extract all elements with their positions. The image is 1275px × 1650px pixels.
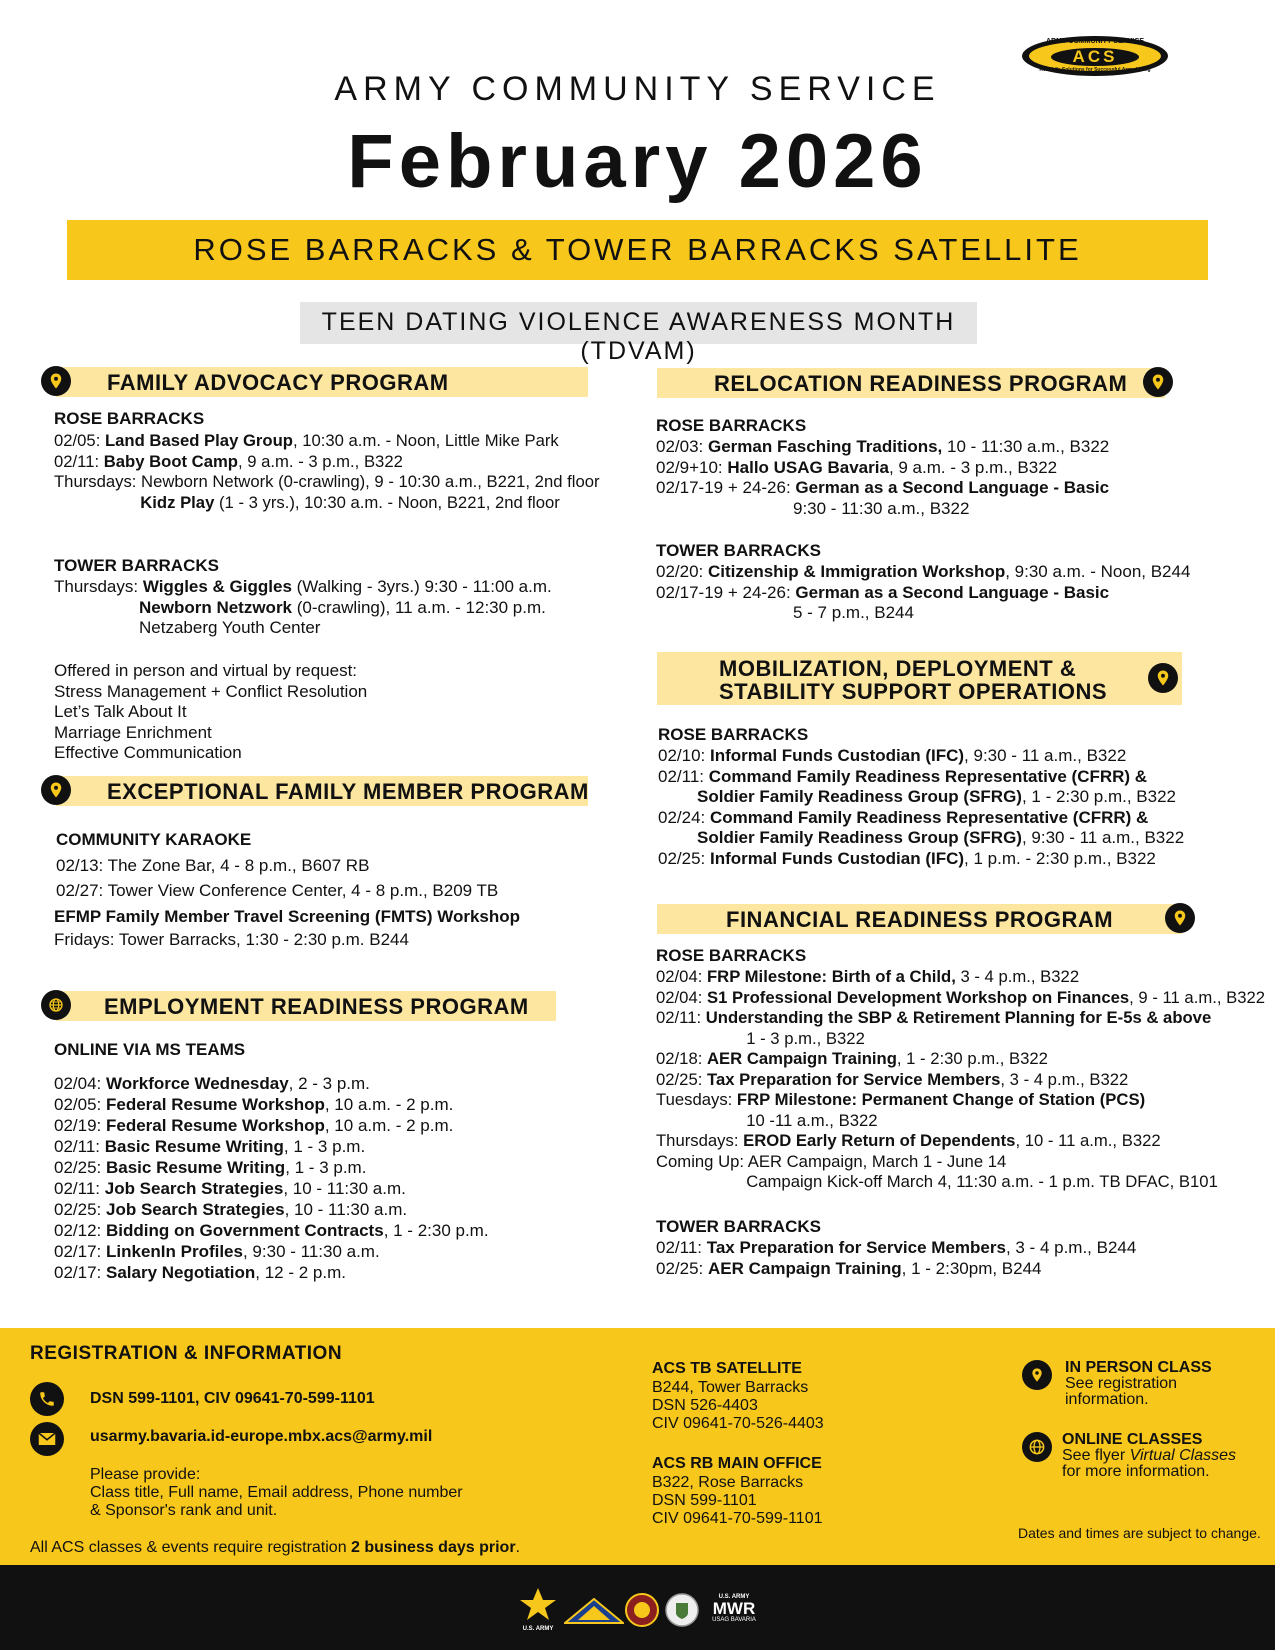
mdsso-list [658,746,1184,869]
legend-online-title: ONLINE CLASSES [1062,1431,1203,1448]
list-item: Thursdays: Wiggles & Giggles (Walking - 3yrs.) 9:30 - 11:00 a.m. [54,577,552,596]
list-item: Stress Management + Conflict Resolution [54,681,368,701]
list-item: 02/11: Tax Preparation for Service Members, 3 - 4 p.m., B244 [656,1238,1137,1257]
list-item: 02/10: Informal Funds Custodian (IFC), 9:30 - 11 a.m., B322 [658,746,1127,765]
list-item: 02/11: Understanding the SBP & Retirement Planning for E-5s & above [656,1008,1212,1027]
list-item: 02/03: German Fasching Traditions, 10 - 11:30 a.m., B322 [656,437,1110,456]
list-item: Class title, Full name, Email address, Phone number [90,1484,463,1501]
subtitle-text: ROSE BARRACKS & TOWER BARRACKS SATELLITE [193,232,1082,267]
list-item: CIV 09641-70-599-1101 [652,1510,823,1527]
list-item: 02/13: The Zone Bar, 4 - 8 p.m., B607 RB [56,856,370,875]
erp-title: EMPLOYMENT READINESS PROGRAM [104,994,529,1019]
phone-numbers: DSN 599-1101, CIV 09641-70-599-1101 [90,1390,375,1407]
efmp-fmts-heading: EFMP Family Member Travel Screening (FMTS) Workshop [54,907,521,926]
list-item: 02/04: FRP Milestone: Birth of a Child, 3 - 4 p.m., B322 [656,967,1080,986]
list-item: 10 -11 a.m., B322 [746,1110,878,1130]
garrison-crest-logo [625,1593,659,1632]
list-item: Please provide: [90,1466,201,1483]
tb-satellite-title: ACS TB SATELLITE [652,1360,802,1377]
fap-offered-list [54,661,367,764]
rrp-title: RELOCATION READINESS PROGRAM [714,371,1128,396]
rb-office-title: ACS RB MAIN OFFICE [652,1455,822,1472]
list-item: 9:30 - 11:30 a.m., B322 [793,498,970,518]
list-item: DSN 526-4403 [652,1397,758,1414]
fap-tower-list [54,577,552,639]
list-item: 02/9+10: Hallo USAG Bavaria, 9 a.m. - 3 p.m., B322 [656,457,1058,477]
list-item: Thursdays: Newborn Network (0-crawling), 9 - 10:30 a.m., B221, 2nd floor [54,472,600,491]
list-item: Tuesdays: FRP Milestone: Permanent Change of Station (PCS) [656,1090,1146,1109]
location-pin-icon [41,775,71,805]
list-item: Offered in person and virtual by request: [54,661,358,680]
location-pin-icon [1148,663,1178,693]
disclaimer: Dates and times are subject to change. [1018,1525,1261,1541]
mwr-bottom-text: USAG BAVARIA [712,1617,756,1623]
acs-logo-main-text: ACS [1072,47,1118,66]
location-pin-icon [41,366,71,396]
email-icon [30,1422,64,1456]
list-item: 02/25: Basic Resume Writing, 1 - 3 p.m. [54,1158,367,1177]
list-item: 5 - 7 p.m., B244 [793,603,914,622]
list-item: 02/05: Federal Resume Workshop, 10 a.m. - 2 p.m. [54,1095,454,1114]
list-item: Campaign Kick-off March 4, 11:30 a.m. - 1 p.m. TB DFAC, B101 [746,1172,1218,1191]
list-item: B322, Rose Barracks [652,1474,804,1491]
rrp-tower-heading: TOWER BARRACKS [656,541,821,560]
list-item: 02/24: Command Family Readiness Representative (CFRR) & [658,807,1149,827]
list-item: 02/11: Baby Boot Camp, 9 a.m. - 3 p.m., B322 [54,451,403,471]
rb-office-info [652,1474,823,1528]
frp-title: FINANCIAL READINESS PROGRAM [726,907,1114,932]
efmp-karaoke-heading: COMMUNITY KARAOKE [56,830,252,849]
list-item: 02/17-19 + 24-26: German as a Second Language - Basic [656,582,1110,602]
list-item: & Sponsor's rank and unit. [90,1502,278,1519]
list-item: Let’s Talk About It [54,702,187,721]
list-item: Kidz Play (1 - 3 yrs.), 10:30 a.m. - Noon, B221, 2nd floor [140,492,560,512]
bavaria-crest-logo [665,1593,699,1632]
erp-list [54,1073,489,1283]
globe-icon [41,990,71,1020]
location-pin-icon [1165,903,1195,933]
list-item: 02/25: Informal Funds Custodian (IFC), 1 p.m. - 2:30 p.m., B322 [658,848,1156,868]
list-item: Soldier Family Readiness Group (SFRG), 9:30 - 11 a.m., B322 [697,828,1185,847]
list-item: Effective Communication [54,743,242,762]
fap-tower-heading: TOWER BARRACKS [54,556,219,575]
email-address[interactable]: usarmy.bavaria.id-europe.mbx.acs@army.mil [90,1428,433,1445]
efmp-karaoke-list [56,853,498,903]
list-item: 02/11: Command Family Readiness Representative (CFRR) & [658,766,1148,786]
list-item: 02/04: S1 Professional Development Workshop on Finances, 9 - 11 a.m., B322 [656,987,1266,1007]
list-item: 02/18: AER Campaign Training, 1 - 2:30 p.m., B322 [656,1049,1048,1068]
list-item: 02/25: AER Campaign Training, 1 - 2:30pm, B244 [656,1258,1042,1278]
legend-inperson-title: IN PERSON CLASS [1065,1359,1212,1376]
seventh-army-logo [564,1598,624,1629]
fap-title: FAMILY ADVOCACY PROGRAM [107,370,449,395]
list-item: DSN 599-1101 [652,1492,757,1509]
list-item: 02/17: Salary Negotiation, 12 - 2 p.m. [54,1263,346,1282]
frp-rose-heading: ROSE BARRACKS [656,946,807,965]
list-item: 02/11: Basic Resume Writing, 1 - 3 p.m. [54,1137,366,1156]
list-item: 02/25: Job Search Strategies, 10 - 11:30 a.m. [54,1200,408,1219]
list-item: 02/11: Job Search Strategies, 10 - 11:30 a.m. [54,1179,406,1198]
page-title: February 2026 [347,119,928,204]
efmp-title: EXCEPTIONAL FAMILY MEMBER PROGRAM [107,779,589,804]
list-item: CIV 09641-70-526-4403 [652,1415,824,1432]
list-item: B244, Tower Barracks [652,1379,809,1396]
list-item: 02/27: Tower View Conference Center, 4 - 8 p.m., B209 TB [56,881,499,900]
location-pin-icon [1022,1360,1052,1390]
erp-heading: ONLINE VIA MS TEAMS [54,1040,246,1059]
acs-logo-bottom-text: Real-Life Solutions for Successful Army Living [1039,67,1151,73]
fap-rose-heading: ROSE BARRACKS [54,409,205,428]
list-item: 02/05: Land Based Play Group, 10:30 a.m. - Noon, Little Mike Park [54,431,559,450]
list-item: 02/17: LinkenIn Profiles, 9:30 - 11:30 a.m. [54,1242,380,1261]
tb-satellite-info [652,1379,824,1433]
list-item: 02/12: Bidding on Government Contracts, 1 - 2:30 p.m. [54,1221,489,1240]
list-item: See registration [1065,1375,1178,1392]
mdsso-title-line1: MOBILIZATION, DEPLOYMENT & [719,656,1077,681]
mdsso-title-line2: STABILITY SUPPORT OPERATIONS [719,679,1108,704]
efmp-fmts-line: Fridays: Tower Barracks, 1:30 - 2:30 p.m. B244 [54,930,409,949]
acs-logo-top-text: ARMY COMMUNITY SERVICE [1045,38,1144,45]
location-pin-icon [1143,367,1173,397]
list-item: Thursdays: EROD Early Return of Dependents, 10 - 11 a.m., B322 [656,1131,1161,1150]
frp-tower-heading: TOWER BARRACKS [656,1217,821,1236]
list-item: Newborn Netzwork (0-crawling), 11 a.m. - 12:30 p.m. [139,597,546,617]
list-item: 02/25: Tax Preparation for Service Members, 3 - 4 p.m., B322 [656,1069,1129,1089]
mwr-top-text: U.S. ARMY [718,1594,750,1600]
mdsso-rose-heading: ROSE BARRACKS [658,725,809,744]
list-item: Coming Up: AER Campaign, March 1 - June 14 [656,1151,1007,1171]
registration-title: REGISTRATION & INFORMATION [30,1343,343,1364]
org-title: ARMY COMMUNITY SERVICE [334,70,941,108]
list-item: 02/17-19 + 24-26: German as a Second Language - Basic [656,478,1110,497]
registration-note: All ACS classes & events require registration 2 business days prior. [30,1539,520,1556]
list-item: See flyer Virtual Classes [1062,1447,1237,1464]
legend-inperson [1065,1360,1212,1408]
fap-rose-list [54,431,600,513]
list-item: for more information. [1062,1463,1210,1480]
list-item: Soldier Family Readiness Group (SFRG), 1 - 2:30 p.m., B322 [697,787,1176,806]
list-item: 02/19: Federal Resume Workshop, 10 a.m. - 2 p.m. [54,1116,454,1135]
list-item: 1 - 3 p.m., B322 [746,1028,865,1048]
rrp-rose-heading: ROSE BARRACKS [656,416,807,435]
list-item: Netzaberg Youth Center [139,618,321,637]
frp-tower-list [656,1238,1136,1279]
rrp-tower-list [656,562,1190,624]
legend-online [1062,1432,1236,1480]
phone-icon [30,1382,64,1416]
globe-icon [1022,1432,1052,1462]
observance-text: TEEN DATING VIOLENCE AWARENESS MONTH (TDVAM) [321,308,956,365]
list-item: Marriage Enrichment [54,722,212,742]
list-item: 02/04: Workforce Wednesday, 2 - 3 p.m. [54,1074,370,1093]
rrp-rose-list [656,437,1109,519]
list-item: information. [1065,1391,1149,1408]
mwr-main-text: MWR [712,1599,756,1618]
us-army-label: U.S. ARMY [522,1626,554,1632]
frp-rose-list [656,967,1265,1193]
us-army-star-logo [518,1587,558,1635]
registration-provide [90,1466,463,1520]
list-item: 02/20: Citizenship & Immigration Workshop, 9:30 a.m. - Noon, B244 [656,562,1191,581]
mwr-logo [705,1594,763,1623]
